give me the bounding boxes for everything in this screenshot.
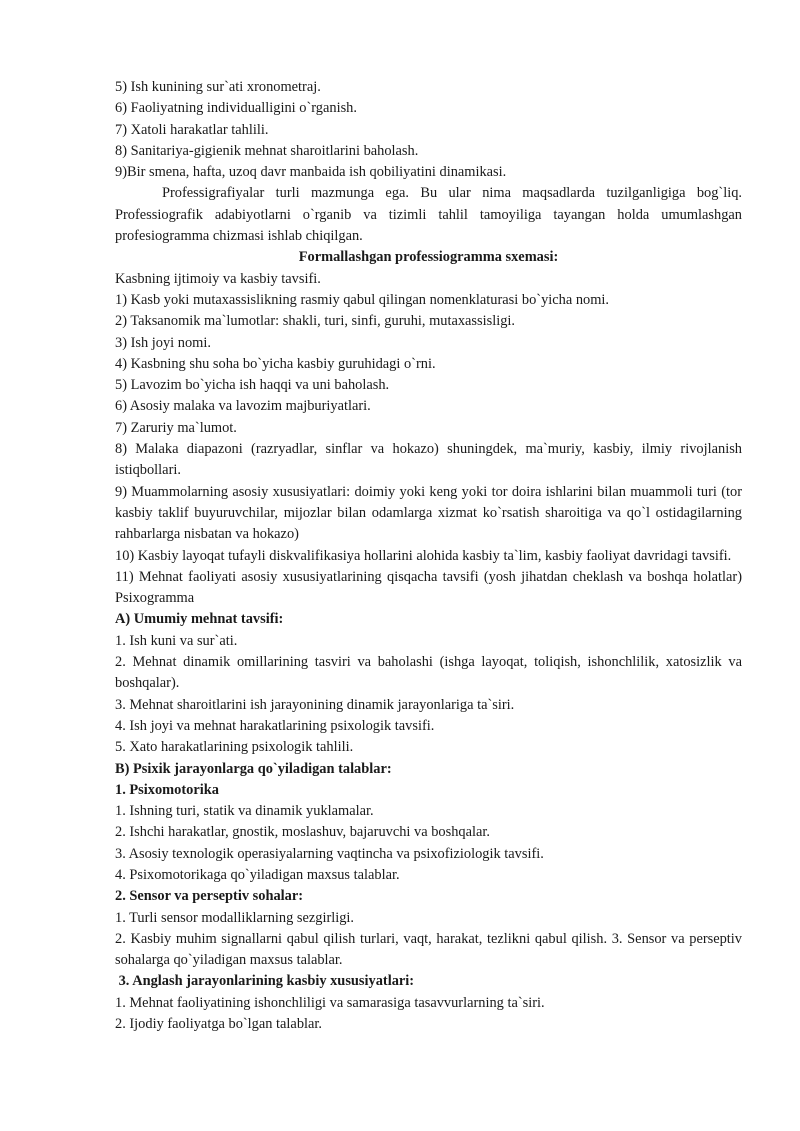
list-item: 8) Sanitariya-gigienik mehnat sharoitlarini baholash.: [115, 142, 419, 159]
scheme-paragraph: 9) Muammolarning asosiy xususiyatlari: doimiy yoki keng yoki tor doira ishlarini bilan muammoli turi (tor kasbiy taklif buyuruvchilar, mijozlar bilan odamlarga xizmat ko`rsatish sharoitiga va qo`l ostidagilarning rahbarlarga nisbatan va hokazo): [115, 483, 742, 543]
scheme-paragraph: 8) Malaka diapazoni (razryadlar, sinflar va hokazo) shuningdek, ma`muriy, kasbiy, ilmiy rivojlanish istiqbollari.: [115, 441, 742, 479]
scheme-item: 1) Kasb yoki mutaxassislikning rasmiy qabul qilingan nomenklaturasi bo`yicha nomi.: [115, 291, 610, 308]
list-item: 7) Xatoli harakatlar tahlili.: [115, 121, 269, 138]
subsection-item: 3. Asosiy texnologik operasiyalarning vaqtincha va psixofiziologik tavsifi.: [115, 845, 544, 862]
scheme-title: Formallashgan professiogramma sxemasi:: [298, 249, 559, 266]
list-item: 9)Bir smena, hafta, uzoq davr manbaida ish qobiliyatini dinamikasi.: [115, 164, 507, 181]
subsection-item: 2. Kasbiy muhim signallarni qabul qilish turlari, vaqt, harakat, tezlikni qabul qilish. 3. Sensor va perseptiv sohalarga qo`yiladigan maxsus talablar.: [115, 930, 742, 969]
scheme-item: 2) Taksanomik ma`lumotlar: shakli, turi, sinfi, guruhi, mutaxassisligi.: [115, 313, 516, 330]
scheme-item: 7) Zaruriy ma`lumot.: [115, 419, 237, 436]
subsection-item: 1. Turli sensor modalliklarning sezgirligi.: [115, 909, 355, 926]
intro-paragraph: Professigrafiyalar turli mazmunga ega. Bu ular nima maqsadlarda tuzilganligiga bog`liq. Professiografik adabiyotlarni o`rganib va tizimli tahlil tamoyiliga tayangan holda umumlashgan profesiogramma chizmasi ishlab chiqilgan.: [115, 185, 742, 245]
section-a-item: 5. Xato harakatlarining psixologik tahlili.: [115, 739, 354, 756]
subsection-item: 1. Ishning turi, statik va dinamik yuklamalar.: [115, 803, 374, 820]
section-a-item: 2. Mehnat dinamik omillarining tasviri va baholashi (ishga layoqat, toliqish, ishonchlilik, xatosizlik va boshqalar).: [115, 654, 742, 692]
document-page: [115, 77, 742, 1035]
section-b-title: B) Psixik jarayonlarga qo`yiladigan talablar:: [115, 760, 392, 777]
section-a-item: 1. Ish kuni va sur`ati.: [115, 632, 238, 649]
scheme-paragraph: 10) Kasbiy layoqat tufayli diskvalifikasiya hollarini alohida kasbiy ta`lim, kasbiy faoliyat davridagi tavsifi.: [115, 547, 732, 564]
list-item: 5) Ish kunining sur`ati xronometraj.: [115, 79, 321, 95]
subsection-title: 3. Anglash jarayonlarining kasbiy xususiyatlari:: [115, 973, 415, 990]
list-item: 6) Faoliyatning individualligini o`rganish.: [115, 100, 357, 117]
subsection-item: 2. Ijodiy faoliyatga bo`lgan talablar.: [115, 1016, 322, 1033]
subsection-item: 2. Ishchi harakatlar, gnostik, moslashuv, bajaruvchi va boshqalar.: [115, 824, 490, 841]
scheme-item: 4) Kasbning shu soha bo`yicha kasbiy guruhidagi o`rni.: [115, 355, 436, 372]
scheme-paragraph: 11) Mehnat faoliyati asosiy xususiyatlarining qisqacha tavsifi (yosh jihatdan cheklash va boshqa holatlar) Psixogramma: [115, 568, 742, 607]
scheme-subtitle: Kasbning ijtimoiy va kasbiy tavsifi.: [115, 270, 321, 287]
subsection-title: 2. Sensor va perseptiv sohalar:: [115, 888, 304, 905]
section-a-item: 3. Mehnat sharoitlarini ish jarayonining dinamik jarayonlariga ta`siri.: [115, 696, 515, 713]
section-a-item: 4. Ish joyi va mehnat harakatlarining psixologik tavsifi.: [115, 717, 435, 734]
subsection-item: 1. Mehnat faoliyatining ishonchliligi va samarasiga tasavvurlarning ta`siri.: [115, 994, 545, 1011]
subsection-item: 4. Psixomotorikaga qo`yiladigan maxsus talablar.: [115, 866, 400, 883]
section-a-title: A) Umumiy mehnat tavsifi:: [115, 611, 284, 628]
scheme-item: 3) Ish joyi nomi.: [115, 334, 211, 351]
subsection-title: 1. Psixomotorika: [115, 781, 219, 798]
scheme-item: 5) Lavozim bo`yicha ish haqqi va uni baholash.: [115, 377, 390, 394]
scheme-item: 6) Asosiy malaka va lavozim majburiyatlari.: [115, 398, 371, 415]
